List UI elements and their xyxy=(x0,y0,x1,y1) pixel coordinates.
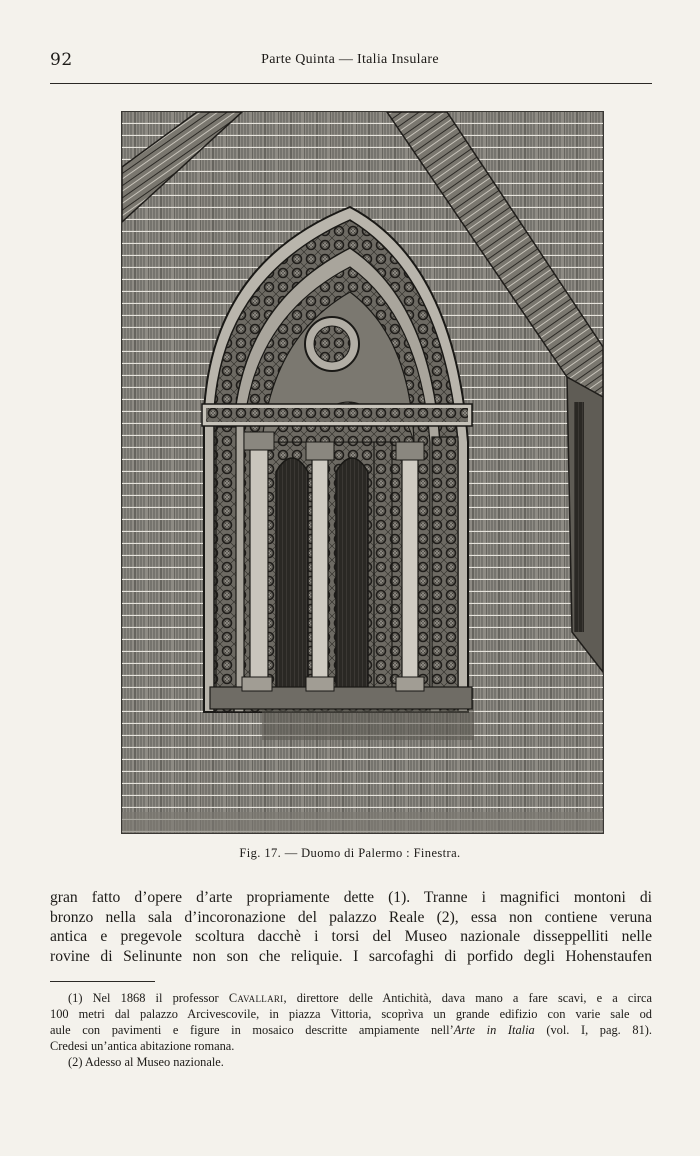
body-line: rovine di Selinunte non son che reliquie. I sarcofaghi di porfido degli Hohenstaufen xyxy=(50,947,652,965)
footnote-2: (2) Adesso al Museo nazionale. xyxy=(68,1055,224,1069)
footnote-1-line-2: 100 metri dal palazzo Arcivescovile, in piazza Vittoria, scoprìva un grande edifizio con varie sale od xyxy=(50,1007,652,1021)
page-number: 92 xyxy=(50,50,73,70)
footnote-rule xyxy=(50,981,155,982)
cathedral-window-engraving xyxy=(122,112,603,833)
footnote-1-line-3: aule con pavimenti e figure in mosaico descritte ampiamente nell’Arte in Italia (vol. I, pag. 81). xyxy=(50,1023,652,1037)
figure-caption: Fig. 17. — Duomo di Palermo : Finestra. xyxy=(239,846,461,860)
cited-work-title: Arte in Italia xyxy=(453,1023,535,1037)
body-text xyxy=(50,888,652,966)
footnotes xyxy=(50,990,652,1070)
body-line: antica e pregevole scoltura dacchè i torsi del Museo nazionale disseppelliti nelle xyxy=(50,928,652,946)
engraving-figure xyxy=(121,111,604,834)
body-line: bronzo nella sala d’incoronazione del palazzo Reale (2), essa non contiene veruna xyxy=(50,908,652,926)
header-rule xyxy=(50,83,652,84)
running-title: Parte Quinta — Italia Insulare xyxy=(261,52,439,67)
footnote-1-line-4: Credesi un’antica abitazione romana. xyxy=(50,1039,235,1053)
footnote-1-line-1: (1) Nel 1868 il professor Cavallari, direttore delle Antichità, dava mano a fare scavi, e a circa xyxy=(68,991,652,1005)
body-line: gran fatto d’opere d’arte propriamente dette (1). Tranne i magnifici montoni di xyxy=(50,889,652,906)
author-name: Cavallari xyxy=(228,991,284,1005)
running-head xyxy=(0,48,700,74)
